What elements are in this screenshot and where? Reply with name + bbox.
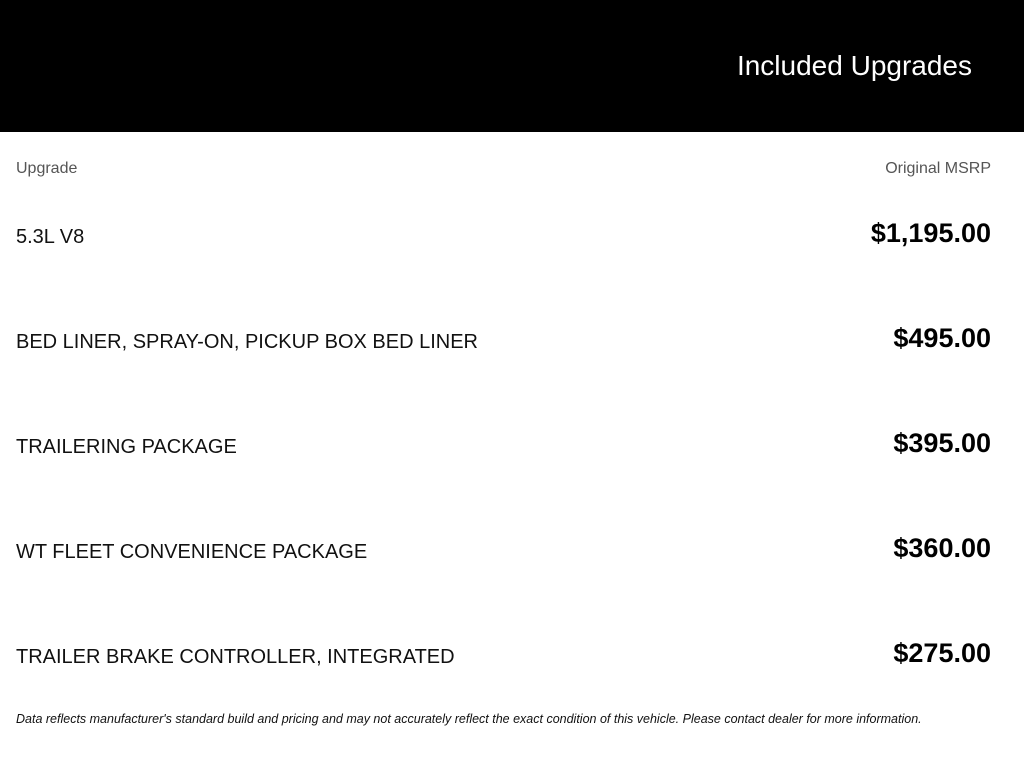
- table-row: [16, 428, 991, 533]
- upgrade-name: BED LINER, SPRAY-ON, PICKUP BOX BED LINER: [16, 331, 478, 353]
- upgrade-price: $360.00: [893, 533, 991, 563]
- upgrade-name: 5.3L V8: [16, 226, 85, 248]
- upgrade-name: WT FLEET CONVENIENCE PACKAGE: [16, 541, 368, 563]
- header-banner: [0, 0, 1024, 132]
- table-row: [16, 533, 991, 638]
- table-column-headers: [16, 160, 991, 180]
- upgrade-price: $495.00: [893, 323, 991, 353]
- upgrade-price: $1,195.00: [870, 218, 991, 248]
- table-row: [16, 638, 991, 743]
- table-row: [16, 323, 991, 428]
- table-rows: [16, 218, 991, 743]
- upgrade-name: TRAILER BRAKE CONTROLLER, INTEGRATED: [16, 646, 455, 668]
- column-header-upgrade: Upgrade: [16, 160, 78, 177]
- disclaimer-text: Data reflects manufacturer's standard build and pricing and may not accurately reflect the exact condition of this vehicle. Please contact dealer for more information.: [16, 712, 922, 726]
- page-title: Included Upgrades: [736, 50, 972, 81]
- table-row: [16, 218, 991, 323]
- upgrade-price: $275.00: [893, 638, 991, 668]
- upgrade-name: TRAILERING PACKAGE: [16, 436, 237, 458]
- column-header-msrp: Original MSRP: [885, 160, 991, 177]
- upgrade-price: $395.00: [893, 428, 991, 458]
